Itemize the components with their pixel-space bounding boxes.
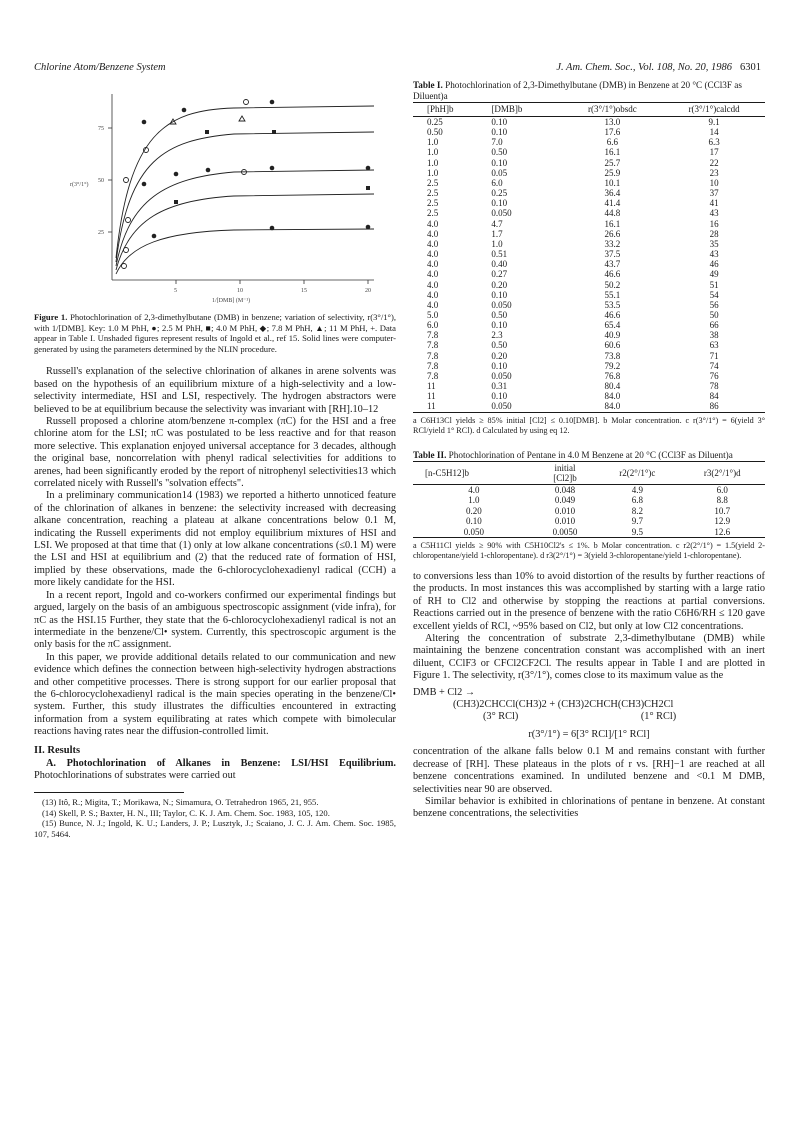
table-cell: 84.0 [562, 401, 664, 412]
table-cell: 23 [709, 167, 719, 178]
subsection-text: Photochlorinations of substrates were carried out [34, 769, 236, 781]
table-row [413, 259, 765, 269]
table-cell: 74 [709, 360, 719, 371]
table-cell: 1.0 [468, 495, 480, 506]
x-tick-5: 5 [174, 288, 177, 294]
table-cell: 0.010 [554, 516, 576, 527]
table-cell: 84 [709, 391, 719, 402]
table-cell: 10 [709, 177, 719, 188]
table-cell: 43 [709, 249, 719, 260]
table-row [413, 168, 765, 178]
column-header: r3(2°/1°)d [680, 461, 765, 484]
point-ingold [239, 116, 245, 121]
point-ingold [124, 178, 129, 183]
table-row [413, 320, 765, 330]
page-number: 6301 [740, 62, 761, 73]
table-cell: 2.3 [491, 330, 503, 341]
table-cell: 4.0 [427, 269, 439, 280]
table-row [413, 340, 765, 350]
table-cell: 14 [709, 127, 719, 138]
table-cell: 0.10 [491, 127, 508, 138]
table-row [413, 198, 765, 208]
point-2.5M [174, 200, 178, 204]
table-cell: 0.10 [491, 289, 508, 300]
table-header-row [413, 103, 765, 117]
figure-1 [34, 80, 396, 308]
table-cell: 12.9 [714, 516, 731, 527]
table-cell: 46.6 [604, 309, 621, 320]
table-cell: 46 [709, 259, 719, 270]
column-header: [DMB]b [489, 103, 561, 117]
table-cell: 7.0 [491, 137, 503, 148]
table-cell: 36.4 [604, 188, 621, 199]
table-cell: 41 [709, 198, 719, 209]
table-cell: 4.7 [491, 218, 503, 229]
table-cell: 78 [709, 381, 719, 392]
table-cell: 76.8 [604, 370, 621, 381]
table-cell: 2.5 [427, 198, 439, 209]
table-cell: 10.1 [604, 177, 621, 188]
table-row [413, 208, 765, 218]
table-cell: 16.1 [604, 147, 621, 158]
column-header: r(3°/1°)obsdc [562, 103, 664, 117]
point-4.0M [142, 182, 147, 187]
table-cell: 0.10 [491, 360, 508, 371]
paragraph: Similar behavior is exhibited in chlorinations of pentane in benzene. At constant benzene concentrations, the selectivities [413, 795, 765, 820]
table-cell: 0.27 [491, 269, 508, 280]
table-cell: 4.0 [427, 279, 439, 290]
selectivity-equation: r(3°/1°) = 6[3° RCl]/[1° RCl] [528, 729, 650, 741]
point-1.0M [152, 234, 157, 239]
column-header: r(3°/1°)calcdd [663, 103, 765, 117]
figure-1-plot [34, 80, 396, 308]
table-row [413, 495, 765, 506]
table-cell: 50.2 [604, 279, 621, 290]
table-cell: 6.6 [606, 137, 618, 148]
table-cell: 50 [709, 309, 719, 320]
column-header: r2(2°/1°)c [595, 461, 679, 484]
point-4.0M [270, 166, 275, 171]
table-cell: 0.50 [427, 127, 443, 138]
table-cell: 4.0 [427, 249, 439, 260]
table-2-label: Table II. [413, 449, 447, 460]
table-cell: 79.2 [604, 360, 621, 371]
paragraph: Russell proposed a chlorine atom/benzene π-complex (πC) for the HSI and a free chlorine atom for the LSI; πC was postulated to be less reactive and for that reason more selective. This explanation enjoyed universal acceptance for 3 decades, although the original base, noncorrelation with phenyl radical selectivities for additions to arenes, had been significantly eroded by the report of nitrophenyl selectivities13 which correlated nicely with Russell's "solvation effects". [34, 416, 396, 490]
table-2-caption [413, 450, 765, 461]
paragraph: In this paper, we provide additional details related to our communication and new evidence which defines the connection between high-selectivity hydrogen abstractions and other competitive processes. There is strong support for our earlier proposal that the 6-chlorocyclohexadienyl radical is the main species operating in the benzene/Cl• system. Further, this study illustrates the difficulties encountered in extracting information from a system equilibrating at rates which compete with bimolecular reactions having rates near the diffusion-controlled limit. [34, 651, 396, 738]
column-header: [n-C5H12]b [413, 461, 535, 484]
table-row [413, 506, 765, 517]
table-2-body [413, 484, 765, 538]
x-axis-label: 1/[DMB] (M⁻¹) [212, 298, 251, 304]
table-row [413, 351, 765, 361]
point-11M [182, 108, 187, 113]
table-row [413, 371, 765, 381]
point-7.8M [205, 130, 209, 134]
column-header-top: initial [554, 462, 576, 473]
table-cell: 0.40 [491, 259, 508, 270]
table-cell: 8.8 [716, 495, 728, 506]
table-row [413, 484, 765, 495]
running-header-citation [556, 62, 761, 73]
paragraph: In a recent report, Ingold and co-workers confirmed our experimental findings but argued, largely on the basis of an ambiguous spectroscopic assignment (vide infra), for πC as the HSI.15 Further, they state that the 6-chlorocyclohexadienyl radical is not an intermediate in the benzene/Cl• system. Currently, this spectroscopic argument is the only basis for the πC assignment. [34, 589, 396, 651]
table-row [413, 269, 765, 279]
table-row [413, 147, 765, 157]
table-cell: 55.1 [604, 289, 621, 300]
table-cell: 0.10 [491, 117, 508, 127]
left-column [34, 80, 396, 839]
table-cell: 11 [413, 401, 489, 412]
paragraph: In a preliminary communication14 (1983) we reported a hitherto unnoticed feature of the chlorination of alkanes in benzene: the selectivity increased with decreasing alkane concentration, reaching a plateau at alkane concentrations below 0.1 M, indicating the Russell experiments did not employ equilibrium mixtures of HSI and LSI. We proposed at that time that (1) only at low alkane concentrations (≤0.1 M) were the LSI and HSI at equilibrium and (2) that the reduced rate of formation of HSI, implied by these observations, made the 6-chlorocyclohexadienyl radical (CCH) a more likely candidate for the HSI. [34, 490, 396, 589]
table-cell: 4.0 [468, 484, 480, 495]
table-cell: 6.0 [491, 177, 503, 188]
table-cell: 0.10 [491, 157, 508, 168]
table-cell: 84.0 [604, 391, 621, 402]
table-cell: 4.0 [427, 289, 439, 300]
point-ingold [122, 264, 127, 269]
figure-1-caption [34, 312, 396, 354]
table-cell: 0.25 [491, 188, 508, 199]
table-cell: 66 [709, 320, 719, 331]
table-cell: 60.6 [604, 340, 621, 351]
subsection-heading: A. Photochlorination of Alkanes in Benzene: LSI/HSI Equilibrium. [46, 757, 396, 769]
table-cell: 17.6 [604, 127, 621, 138]
footnote-rule [34, 792, 184, 793]
table-cell: 0.050 [491, 299, 512, 310]
table-cell: 73.8 [604, 350, 621, 361]
table-row [413, 188, 765, 198]
table-cell: 11 [427, 381, 436, 392]
table-cell: 76 [709, 370, 719, 381]
table-row [413, 516, 765, 527]
table-cell: 43.7 [604, 259, 621, 270]
figure-caption-text: Photochlorination of 2,3-dimethylbutane (DMB) in benzene; variation of selectivity, r(3°/1°), with 1/[DMB]. Key: 1.0 M PhH, ●; 2.5 M PhH, ■; 4.0 M PhH, ◆; 7.8 M PhH, ▲; 11 M PhH, +. Data appear in Table I. Unshaded figures represent results of Ingold et al., ref 15. Solid lines were computer-generated by using the parameters determined by the NLIN procedure. [34, 312, 396, 354]
fit-curve-2.5M [116, 194, 374, 270]
table-row [413, 117, 765, 128]
table-cell: 0.050 [491, 370, 512, 381]
point-4.0M [174, 172, 179, 177]
point-ingold [126, 218, 131, 223]
table-cell: 4.9 [631, 484, 643, 495]
y-axis-label: r(3°/1°) [70, 182, 89, 188]
table-cell: 35 [709, 238, 719, 249]
table-cell: 12.6 [680, 527, 765, 538]
table-cell: 37 [709, 188, 719, 199]
table-cell: 44.8 [604, 208, 621, 219]
section-heading: II. Results [34, 744, 81, 756]
table-row [413, 158, 765, 168]
table-cell: 13.0 [604, 117, 621, 127]
table-row [413, 219, 765, 229]
table-cell: 4.0 [427, 228, 439, 239]
table-cell: 1.0 [427, 147, 439, 158]
table-1-title: Photochlorination of 2,3-Dimethylbutane (DMB) in Benzene at 20 °C (CCl3F as Diluent)a [413, 80, 742, 101]
table-cell: 1.7 [491, 228, 503, 239]
reference-item: (15) Bunce, N. J.; Ingold, K. U.; Landers, J. P.; Lusztyk, J.; Scaiano, J. C. J. Am. Chem. Soc. 1985, 107, 5464. [34, 818, 396, 839]
table-cell: 2.5 [427, 208, 439, 219]
table-cell: 25.9 [604, 167, 621, 178]
reaction-equation [413, 687, 765, 724]
table-cell: 25.7 [604, 157, 621, 168]
table-row [413, 137, 765, 147]
table-cell: 80.4 [604, 381, 621, 392]
right-column [413, 80, 765, 821]
table-cell: 0.05 [491, 167, 508, 178]
table-cell: 38 [709, 330, 719, 341]
table-cell: 0.50 [491, 309, 508, 320]
equation-labels [413, 711, 765, 723]
table-cell: 16.1 [604, 218, 621, 229]
table-cell: 1.0 [491, 238, 503, 249]
table-cell: 0.050 [491, 208, 512, 219]
table-cell: 71 [709, 350, 719, 361]
table-cell: 0.51 [491, 249, 508, 260]
point-11M [142, 120, 147, 125]
table-cell: 17 [709, 147, 719, 158]
table-cell: 53.5 [604, 299, 621, 310]
table-cell: 6.0 [427, 320, 439, 331]
table-cell: 0.31 [491, 381, 508, 392]
point-1.0M [270, 226, 275, 231]
table-cell: 4.0 [427, 218, 439, 229]
reference-item: (14) Skell, P. S.; Baxter, H. N., III; Taylor, C. K. J. Am. Chem. Soc. 1983, 105, 120. [42, 807, 330, 818]
table-cell: 0.50 [491, 147, 508, 158]
y-tick-50: 50 [98, 178, 104, 184]
x-tick-15: 15 [301, 288, 307, 294]
table-row [413, 239, 765, 249]
table-cell: 16 [709, 218, 719, 229]
paragraph: to conversions less than 10% to avoid distortion of the results by further reactions of the products. In most instances this was accomplished by starting with a large ratio of RH to Cl2 and otherwise by stopping the reactions at partial conversions. Reactions carried out in the presence of benzene with the ratio C6H6/RH ≤ 120 gave excellent yields of RCl, ~95% based on Cl2, but only at low Cl2 concentrations. [413, 571, 765, 632]
figure-caption-label: Figure 1. [34, 312, 68, 322]
point-1.0M [366, 225, 371, 230]
equation-label: (3° RCl) [483, 711, 519, 723]
table-cell: 33.2 [604, 238, 621, 249]
table-cell: 5.0 [427, 309, 439, 320]
table-cell: 40.9 [604, 330, 621, 341]
table-row [413, 229, 765, 239]
table-cell: 1.0 [427, 157, 439, 168]
table-1-label: Table I. [413, 80, 443, 90]
y-tick-25: 25 [98, 230, 104, 236]
table-2-title: Photochlorination of Pentane in 4.0 M Benzene at 20 °C (CCl3F as Diluent)a [448, 449, 733, 460]
table-cell: 7.8 [427, 370, 439, 381]
fit-curve-4.0M [116, 170, 374, 266]
table-cell: 0.050 [489, 401, 561, 412]
point-2.5M [366, 186, 370, 190]
table-cell: 4.0 [427, 299, 439, 310]
table-row [413, 249, 765, 259]
table-2 [413, 461, 765, 539]
table-cell: 0.10 [491, 320, 508, 331]
table-cell: 22 [709, 157, 719, 168]
table-row [413, 178, 765, 188]
point-ingold [124, 248, 129, 253]
table-cell: 49 [709, 269, 719, 280]
table-cell: 0.10 [491, 391, 508, 402]
table-2-footnotes: a C5H11Cl yields ≥ 90% with C5H10Cl2's ≤ 1%. b Molar concentration. c r2(2°/1°) = 1.5(yield 2-chloropentane/yield 1-chloropentane). d r3(2°/1°) = 3(yield 3-chloropentane/yield 1-chloropentane). [413, 541, 765, 561]
table-row [413, 401, 765, 412]
table-cell: 0.10 [491, 198, 508, 209]
table-cell: 0.048 [554, 484, 576, 495]
table-cell: 6.8 [631, 495, 643, 506]
table-1 [413, 102, 765, 413]
table-cell: 8.2 [631, 505, 643, 516]
x-tick-10: 10 [237, 288, 243, 294]
table-cell: 4.0 [427, 259, 439, 270]
table-cell: 43 [709, 208, 719, 219]
table-cell: 0.049 [554, 495, 576, 506]
table-cell: 0.20 [466, 505, 482, 516]
table-cell: 37.5 [604, 249, 621, 260]
table-cell: 2.5 [427, 177, 439, 188]
table-cell: 63 [709, 340, 719, 351]
running-header-title: Chlorine Atom/Benzene System [34, 62, 166, 73]
table-row [413, 280, 765, 290]
table-row [413, 300, 765, 310]
x-tick-20: 20 [365, 288, 371, 294]
table-cell: 41.4 [604, 198, 621, 209]
point-11M [270, 100, 275, 105]
column-header: [PhH]b [413, 103, 489, 117]
table-cell: 2.5 [427, 188, 439, 199]
table-header-row [413, 461, 765, 484]
journal-citation: J. Am. Chem. Soc., Vol. 108, No. 20, 1986 [556, 62, 732, 73]
table-1-caption [413, 80, 765, 102]
table-cell: 7.8 [427, 340, 439, 351]
table-row [413, 391, 765, 401]
table-cell: 51 [709, 279, 719, 290]
table-cell: 7.8 [427, 350, 439, 361]
table-cell: 28 [709, 228, 719, 239]
equation-line: (CH3)2CHCCl(CH3)2 + (CH3)2CHCH(CH3)CH2Cl [453, 698, 674, 710]
point-4.0M [366, 166, 371, 171]
table-cell: 0.010 [554, 505, 576, 516]
table-cell: 65.4 [604, 320, 621, 331]
point-4.0M [206, 168, 211, 173]
table-cell: 10.7 [714, 505, 731, 516]
equation-label: (1° RCl) [640, 711, 677, 723]
table-cell: 54 [709, 289, 719, 300]
table-cell: 9.5 [595, 527, 679, 538]
y-tick-75: 75 [98, 126, 104, 132]
table-row [413, 290, 765, 300]
table-cell: 11 [427, 391, 436, 402]
point-7.8M [272, 130, 276, 134]
table-cell: 56 [709, 299, 719, 310]
paragraph: concentration of the alkane falls below 0.1 M and remains constant with further decrease of [RH]. These plateaus in the plots of r vs. [RH]−1 are reached at all benzene concentrations examined. In undiluted benzene and <0.1 M DMB, selectivities near 90 are observed. [413, 746, 765, 795]
table-cell: 9.1 [708, 117, 720, 127]
table-cell: 0.25 [427, 117, 443, 127]
table-cell: 86 [663, 401, 765, 412]
table-row [413, 527, 765, 538]
table-1-body [413, 117, 765, 413]
table-cell: 6.3 [708, 137, 720, 148]
point-ingold [244, 100, 249, 105]
column-header [535, 461, 595, 484]
table-1-footnotes: a C6H13Cl yields ≥ 85% initial [Cl2] ≤ 0.10[DMB]. b Molar concentration. c r(3°/1°) = 6(yield 3° RCl/yield 1° RCl). d Calculated by using eq 12. [413, 415, 765, 435]
table-row [413, 330, 765, 340]
table-cell: 0.10 [466, 516, 482, 527]
table-cell: 0.050 [413, 527, 535, 538]
table-cell: 0.20 [491, 350, 508, 361]
paragraph: Altering the concentration of substrate 2,3-dimethylbutane (DMB) while maintaining the benzene concentration constant was accomplished with an inert diluent, CClF3 or CFCl2CF2Cl. The results appear in Table I and are plotted in Figure 1. The selectivity, r(3°/1°), comes close to its maximum value as the [413, 633, 765, 682]
table-cell: 1.0 [427, 167, 439, 178]
column-header-bottom: [Cl2]b [553, 472, 577, 483]
references [34, 797, 396, 839]
table-cell: 0.50 [491, 340, 508, 351]
table-cell: 26.6 [604, 228, 621, 239]
reference-item: (13) Itô, R.; Migita, T.; Morikawa, N.; Simamura, O. Tetrahedron 1965, 21, 955. [42, 797, 319, 808]
equation-line: DMB + Cl2 → [413, 686, 476, 698]
table-cell: 4.0 [427, 238, 439, 249]
table-cell: 0.20 [491, 279, 508, 290]
table-row [413, 381, 765, 391]
table-row [413, 127, 765, 137]
table-row [413, 310, 765, 320]
subsection-paragraph [34, 758, 396, 783]
paragraph: Russell's explanation of the selective chlorination of alkanes in arene solvents was based on the hypothesis of an equilibrium mixture of a high-selectivity and a low-selectivity intermediate, HSI and LSI, respectively. The hydrogen abstractors were believed to be at equilibrium because the selectivity was invariant with [RH].10–12 [34, 366, 396, 415]
table-cell: 7.8 [427, 330, 439, 341]
table-row [413, 361, 765, 371]
table-cell: 46.6 [604, 269, 621, 280]
table-cell: 9.7 [631, 516, 643, 527]
fit-curve-7.8M [116, 132, 374, 262]
table-cell: 1.0 [427, 137, 439, 148]
table-cell: 7.8 [427, 360, 439, 371]
table-cell: 6.0 [716, 484, 728, 495]
table-cell: 0.0050 [535, 527, 595, 538]
